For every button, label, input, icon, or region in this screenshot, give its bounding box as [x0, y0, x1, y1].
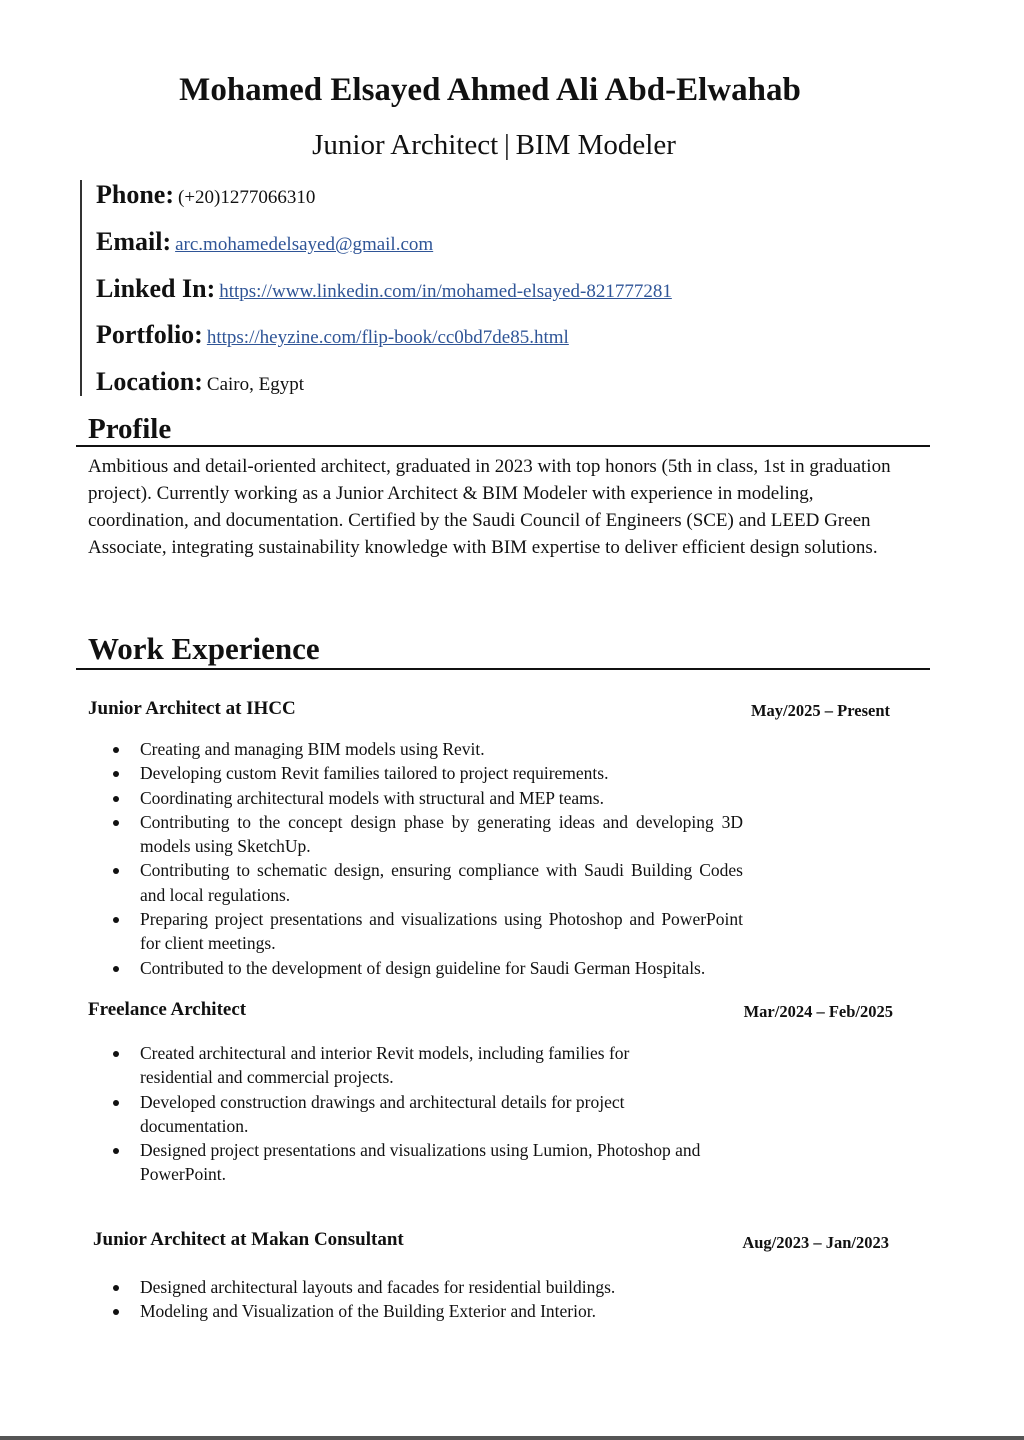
list-item: Designed architectural layouts and facades for residential buildings.: [110, 1275, 743, 1299]
job-title: Junior Architect at IHCC: [88, 698, 296, 719]
contact-label: Email:: [96, 227, 172, 256]
contact-label: Location:: [96, 367, 203, 396]
contact-phone: [96, 180, 315, 210]
list-item: Designed project presentations and visualizations using Lumion, Photoshop and PowerPoint.: [110, 1138, 750, 1187]
job-bullets: [110, 737, 743, 980]
job-title: Junior Architect at Makan Consultant: [93, 1229, 404, 1250]
portfolio-link[interactable]: https://heyzine.com/flip-book/cc0bd7de85.html: [206, 327, 569, 348]
page-bottom-edge: [0, 1436, 1024, 1440]
candidate-name: Mohamed Elsayed Ahmed Ali Abd-Elwahab: [179, 72, 801, 108]
section-divider: [76, 668, 930, 670]
contact-email: [96, 227, 433, 257]
contact-portfolio: [96, 320, 569, 350]
profile-heading: Profile: [88, 413, 172, 445]
job-title: Freelance Architect: [88, 999, 247, 1020]
list-item: Developing custom Revit families tailored to project requirements.: [110, 761, 743, 785]
list-item: Contributed to the development of design guideline for Saudi German Hospitals.: [110, 956, 743, 980]
list-item: Developed construction drawings and architectural details for project documentation.: [110, 1090, 670, 1139]
contact-label: Phone:: [96, 180, 174, 209]
job-bullets: [110, 1041, 701, 1187]
contact-linkedin: [96, 274, 672, 304]
list-item: Contributing to the concept design phase by generating ideas and developing 3D models using SketchUp.: [110, 810, 743, 859]
contact-label: Linked In:: [96, 274, 216, 303]
list-item: Coordinating architectural models with structural and MEP teams.: [110, 786, 743, 810]
list-item: Modeling and Visualization of the Building Exterior and Interior.: [110, 1299, 743, 1323]
contact-block: [80, 180, 882, 396]
job-title-subtitle: Junior Architect | BIM Modeler: [312, 129, 676, 161]
list-item: Creating and managing BIM models using Revit.: [110, 737, 743, 761]
work-experience-heading: Work Experience: [88, 631, 320, 666]
location-value: Cairo, Egypt: [206, 374, 304, 395]
list-item: Created architectural and interior Revit models, including families for residential and commercial projects.: [110, 1041, 670, 1090]
phone-value: (+20)1277066310: [178, 187, 316, 208]
contact-label: Portfolio:: [96, 320, 203, 349]
contact-location: [96, 367, 304, 397]
list-item: Preparing project presentations and visualizations using Photoshop and PowerPoint for client meetings.: [110, 907, 743, 956]
job-bullets: [110, 1275, 743, 1324]
list-item: Contributing to schematic design, ensuring compliance with Saudi Building Codes and local regulations.: [110, 858, 743, 907]
job-dates: Aug/2023 – Jan/2023: [742, 1233, 889, 1252]
email-link[interactable]: arc.mohamedelsayed@gmail.com: [175, 234, 434, 255]
profile-text: Ambitious and detail-oriented architect, graduated in 2023 with top honors (5th in class, 1st in graduation project). Currently working as a Junior Architect & BIM Modeler with experience in modeling, coordination, and documentation. Certified by the Saudi Council of Engineers (SCE) and LEED Green Associate, integrating sustainability knowledge with BIM expertise to deliver efficient design solutions.: [88, 456, 891, 558]
linkedin-link[interactable]: https://www.linkedin.com/in/mohamed-elsayed-821777281: [219, 281, 672, 302]
job-dates: May/2025 – Present: [750, 701, 890, 720]
section-divider: [76, 445, 930, 447]
job-dates: Mar/2024 – Feb/2025: [743, 1002, 893, 1021]
